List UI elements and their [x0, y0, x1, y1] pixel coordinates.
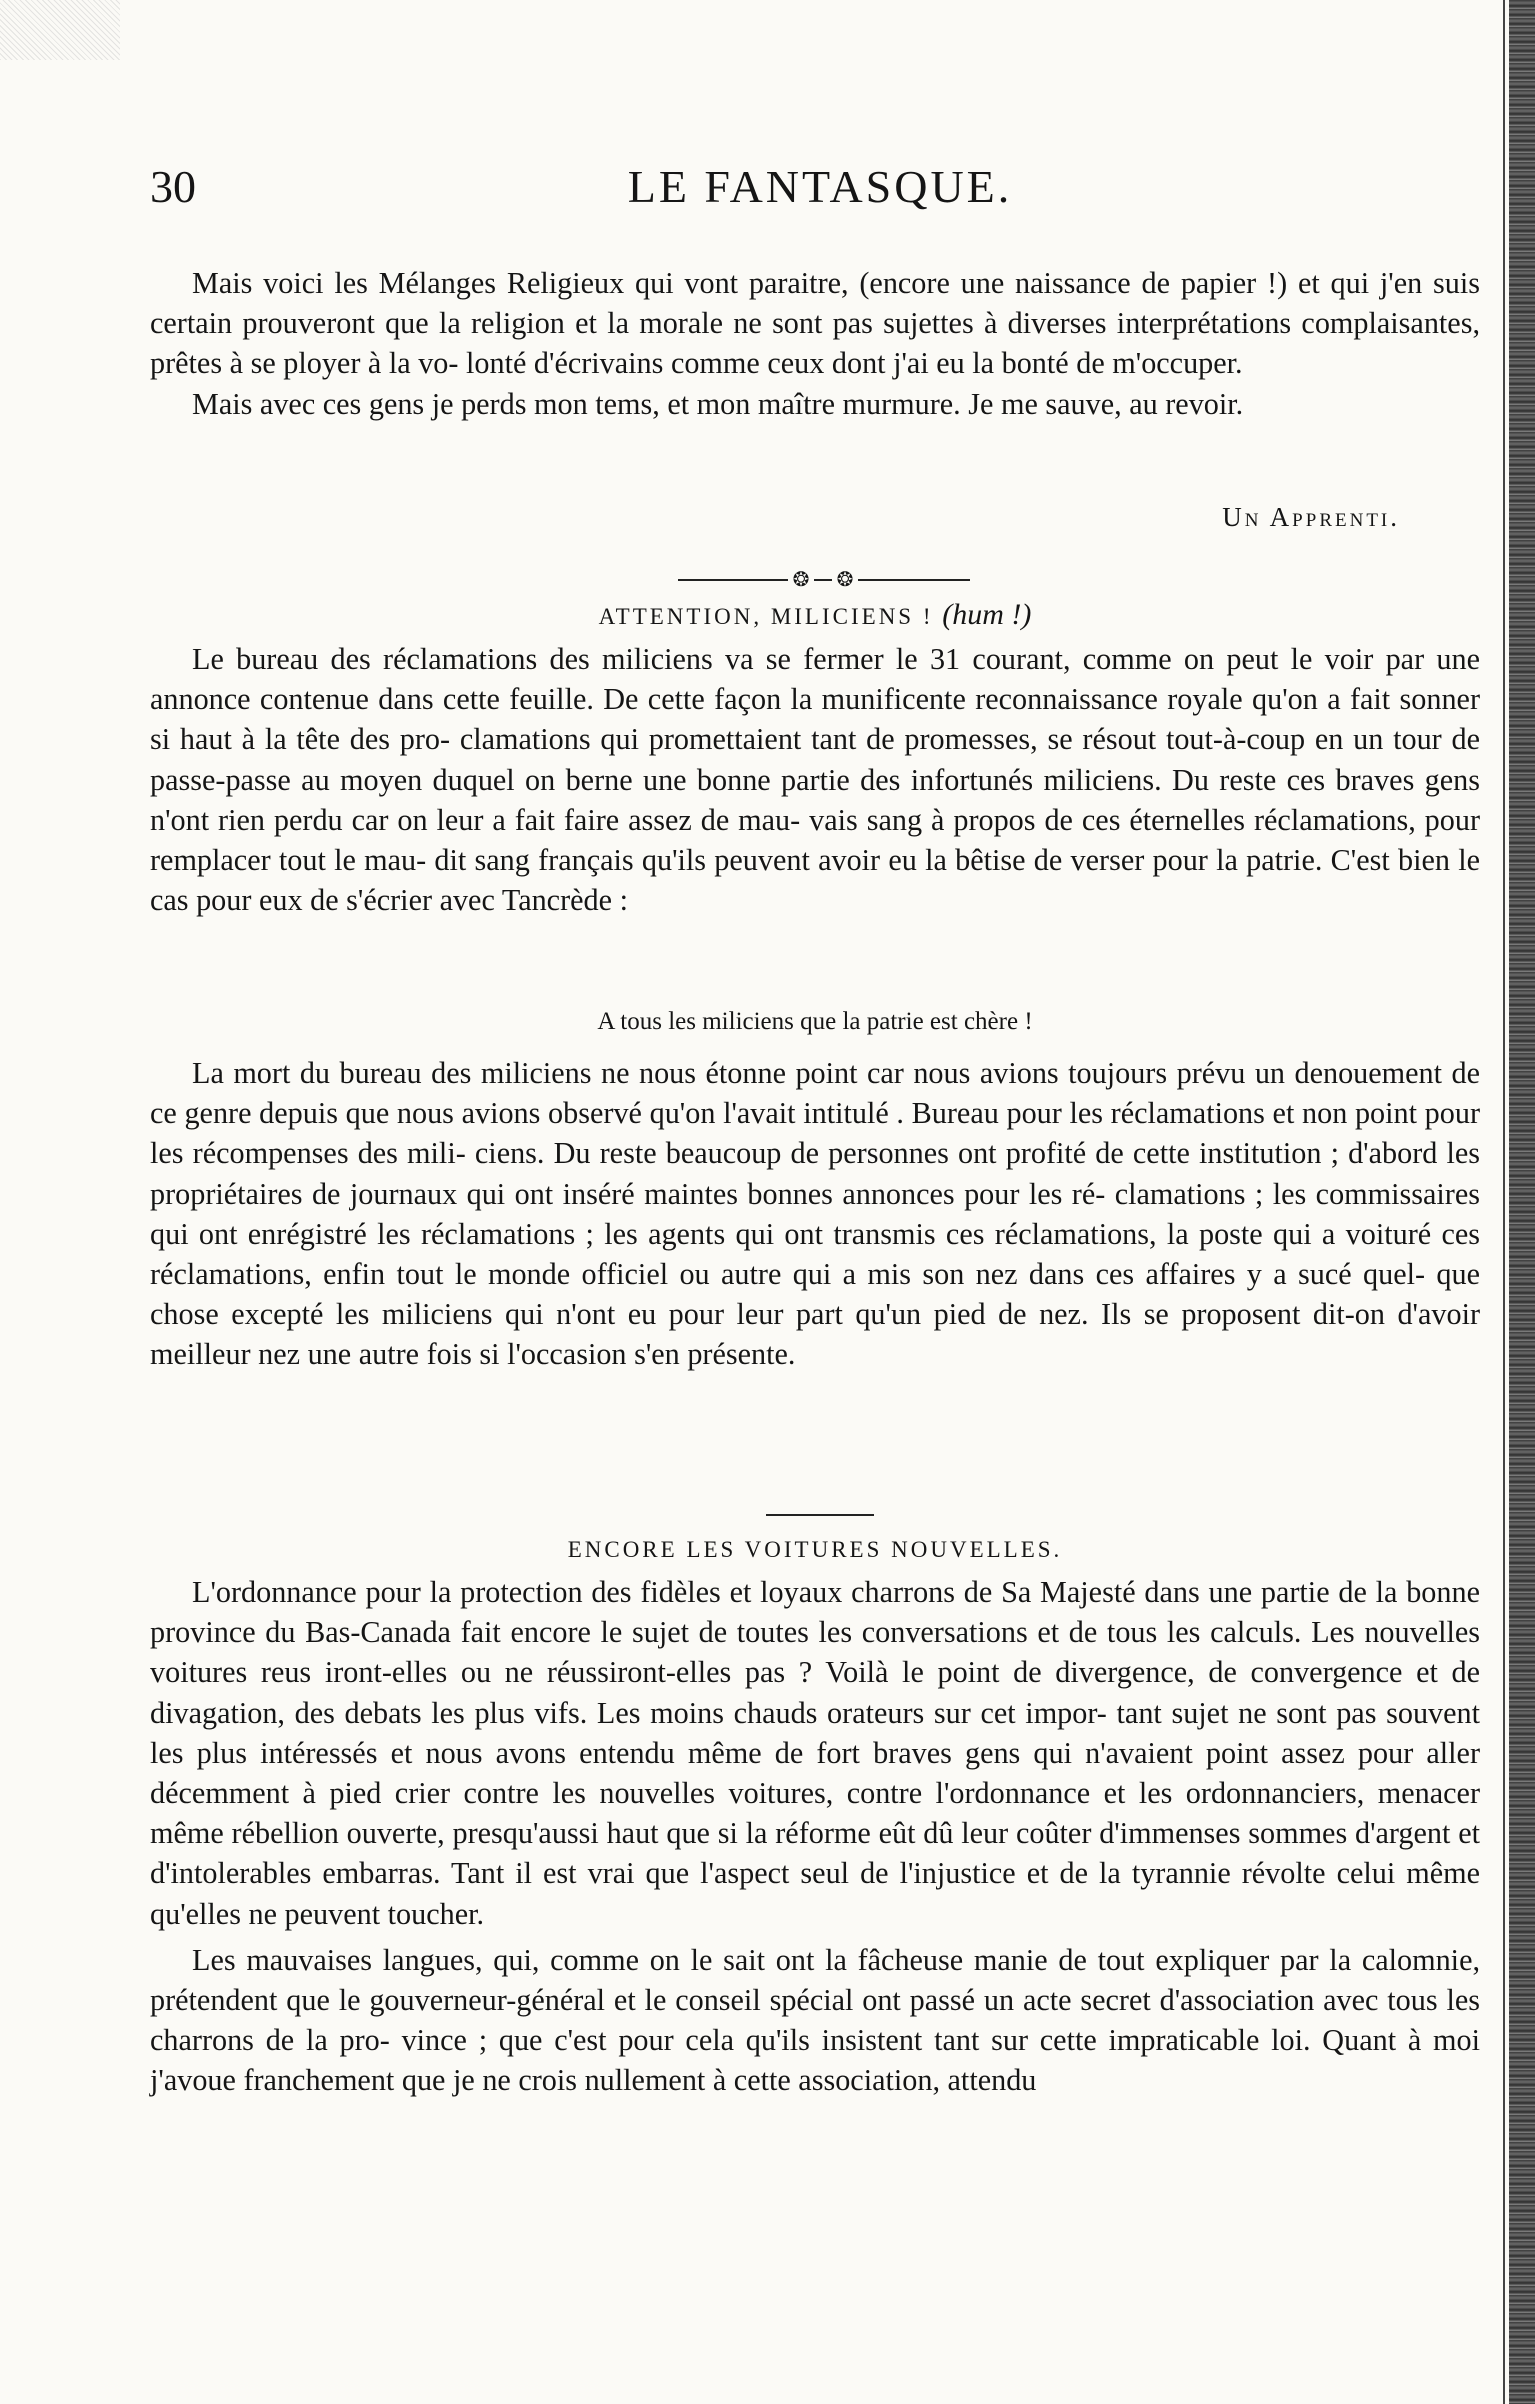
text-line: prévu un denouement de ce genre depuis que nous avions observé qu'on l'avait — [150, 1056, 1481, 1131]
text-line: propriétaires de journaux qui ont inséré maintes bonnes annonces pour les ré- — [150, 1176, 1106, 1211]
text-line: Le bureau des réclamations des miliciens va se fermer le 31 courant, comme — [192, 642, 1172, 676]
text-line: d'immenses sommes d'argent et d'intolerables embarras. Tant il est vrai que — [150, 1816, 1480, 1891]
text-line: divagation, des debats les plus vifs. Les moins chauds orateurs sur cet impor- — [150, 1695, 1107, 1730]
ornament-icon: ❂ — [792, 569, 810, 591]
separator-line — [678, 579, 788, 581]
text-line: La mort du bureau des miliciens ne nous étonne point car nous avions toujours — [192, 1056, 1168, 1090]
article-heading — [150, 598, 1480, 632]
article-2-para-2 — [150, 1940, 1480, 2101]
separator-line — [814, 579, 832, 581]
ornamental-separator — [678, 569, 970, 591]
text-line: L'ordonnance pour la protection des fidèles et loyaux charrons de Sa Majesté — [192, 1575, 1136, 1609]
text-line: Mais avec ces gens je perds mon tems, et mon maître murmure. Je me sauve, — [192, 386, 1122, 421]
text-line: Mais voici les Mélanges Religieux qui vont paraitre, (encore une naissance de — [192, 266, 1170, 300]
ornament-icon: ❂ — [836, 569, 854, 591]
text-line: dans une partie de la bonne province du Bas-Canada fait encore le sujet de toutes — [150, 1575, 1480, 1650]
text-line: passe-passe au moyen duquel on berne une bonne partie des infortunés miliciens. — [150, 762, 1162, 797]
intro-paragraph-2 — [150, 384, 1480, 424]
text-line: vais sang à propos de ces éternelles réclamations, pour remplacer tout le mau- — [150, 802, 1481, 878]
verse-quote: A tous les miliciens que la patrie est chère ! — [597, 1008, 1033, 1035]
text-line: spécial ont passé un acte secret d'association avec tous les charrons de la pro- — [150, 1983, 1480, 2058]
text-line: tant sujet ne sont pas souvent les plus intéressés et nous avons entendu même — [150, 1695, 1481, 1770]
text-line: les conversations et de tous les calculs. Les nouvelles voitures reus iront-elles — [150, 1615, 1481, 1690]
heading-aside: (hum !) — [942, 598, 1032, 631]
text-line: ou ne réussiront-elles pas ? Voilà le point de divergence, de convergence et de — [460, 1655, 1481, 1690]
text-line: même rébellion ouverte, presqu'aussi haut que si la réforme eût dû leur coûter — [150, 1816, 1092, 1851]
article-2-para-1 — [150, 1572, 1480, 2101]
text-line: tout le monde officiel ou autre qui a mis son nez dans ces affaires y a sucé quel- — [396, 1257, 1426, 1292]
page-number: 30 — [150, 161, 196, 212]
intro-text — [150, 263, 1480, 424]
text-line: à moi j'avoue franchement que je ne crois nullement à cette association, attendu — [150, 2023, 1480, 2098]
text-line: qui ont transmis ces réclamations, la poste qui a voituré ces réclamations, enfin — [150, 1216, 1481, 1292]
text-line: ciens. Du reste beaucoup de personnes ont profité de cette institution ; d'abord les — [474, 1136, 1481, 1171]
heading-text: ATTENTION, MILICIENS ! — [598, 604, 934, 629]
text-line: on peut le voir par une annonce contenue dans cette feuille. De cette façon la — [150, 642, 1480, 717]
text-line: expliquer par la calomnie, prétendent que le gouverneur-général et le conseil — [150, 1942, 1481, 2018]
article-heading: ENCORE LES VOITURES NOUVELLES. — [567, 1537, 1063, 1562]
text-line: vince ; que c'est pour cela qu'ils insistent tant sur cette impraticable loi. Quant — [401, 2023, 1397, 2058]
article-1-para-1 — [150, 639, 1480, 920]
text-line: contre les nouvelles voitures, contre l'ordonnance et les ordonnanciers, menacer — [463, 1776, 1481, 1811]
text-line: lonté d'écrivains comme ceux dont j'ai eu la bonté de m'occuper. — [466, 346, 1243, 381]
text-line: au revoir. — [1129, 386, 1244, 421]
text-line: Les mauvaises langues, qui, comme on le sait ont la fâcheuse manie de tout — [192, 1942, 1145, 1977]
text-line: pas sujettes à diverses interprétations complaisantes, prêtes à se ployer à la vo- — [150, 306, 1480, 381]
signature: Un Apprenti. — [1222, 502, 1400, 532]
text-line: que chose excepté les miliciens qui n'ont eu pour leur part qu'un pied de nez. — [150, 1257, 1480, 1332]
text-line: présente. — [687, 1337, 796, 1372]
section-rule — [766, 1514, 874, 1516]
page-header — [150, 160, 1490, 230]
intro-paragraph-1 — [150, 263, 1480, 384]
text-line: l'aspect seul de l'injustice et de la tyrannie révolte celui même qu'elles ne peuvent — [150, 1856, 1481, 1931]
text-line: bien le cas pour eux de s'écrier avec Tancrède : — [150, 843, 1481, 918]
paper-speckle — [0, 0, 120, 60]
text-line: clamations qui promettaient tant de promesses, se résout tout-à-coup en un tour de — [459, 722, 1480, 757]
article-1-para-2 — [150, 1053, 1480, 1375]
binding-line — [1503, 0, 1505, 2404]
text-line: intitulé . Bureau pour les réclamations et non point pour les récompenses des mili- — [150, 1096, 1481, 1171]
text-line: munificente reconnaissance royale qu'on a fait sonner si haut à la tête des pro- — [150, 682, 1481, 757]
text-line: toucher. — [387, 1896, 485, 1931]
text-line: dit sang français qu'ils peuvent avoir eu la bêtise de verser pour la patrie. C'est — [434, 843, 1390, 878]
text-line: Du reste ces braves gens n'ont rien perdu car on leur a fait faire assez de mau- — [150, 762, 1481, 837]
text-line: de fort braves gens qui n'avaient point assez pour aller décemment à pied crier — [150, 1735, 1481, 1811]
running-title: LE FANTASQUE. — [627, 161, 1013, 212]
separator-line — [858, 579, 970, 581]
binding-edge — [1509, 0, 1535, 2404]
text-line: Ils se proposent dit-on d'avoir meilleur nez une autre fois si l'occasion s'en — [150, 1297, 1481, 1372]
text-line: papier !) et qui j'en suis certain prouveront que la religion et la morale ne sont — [150, 266, 1481, 341]
text-line: clamations ; les commissaires qui ont enrégistré les réclamations ; les agents — [150, 1176, 1480, 1251]
